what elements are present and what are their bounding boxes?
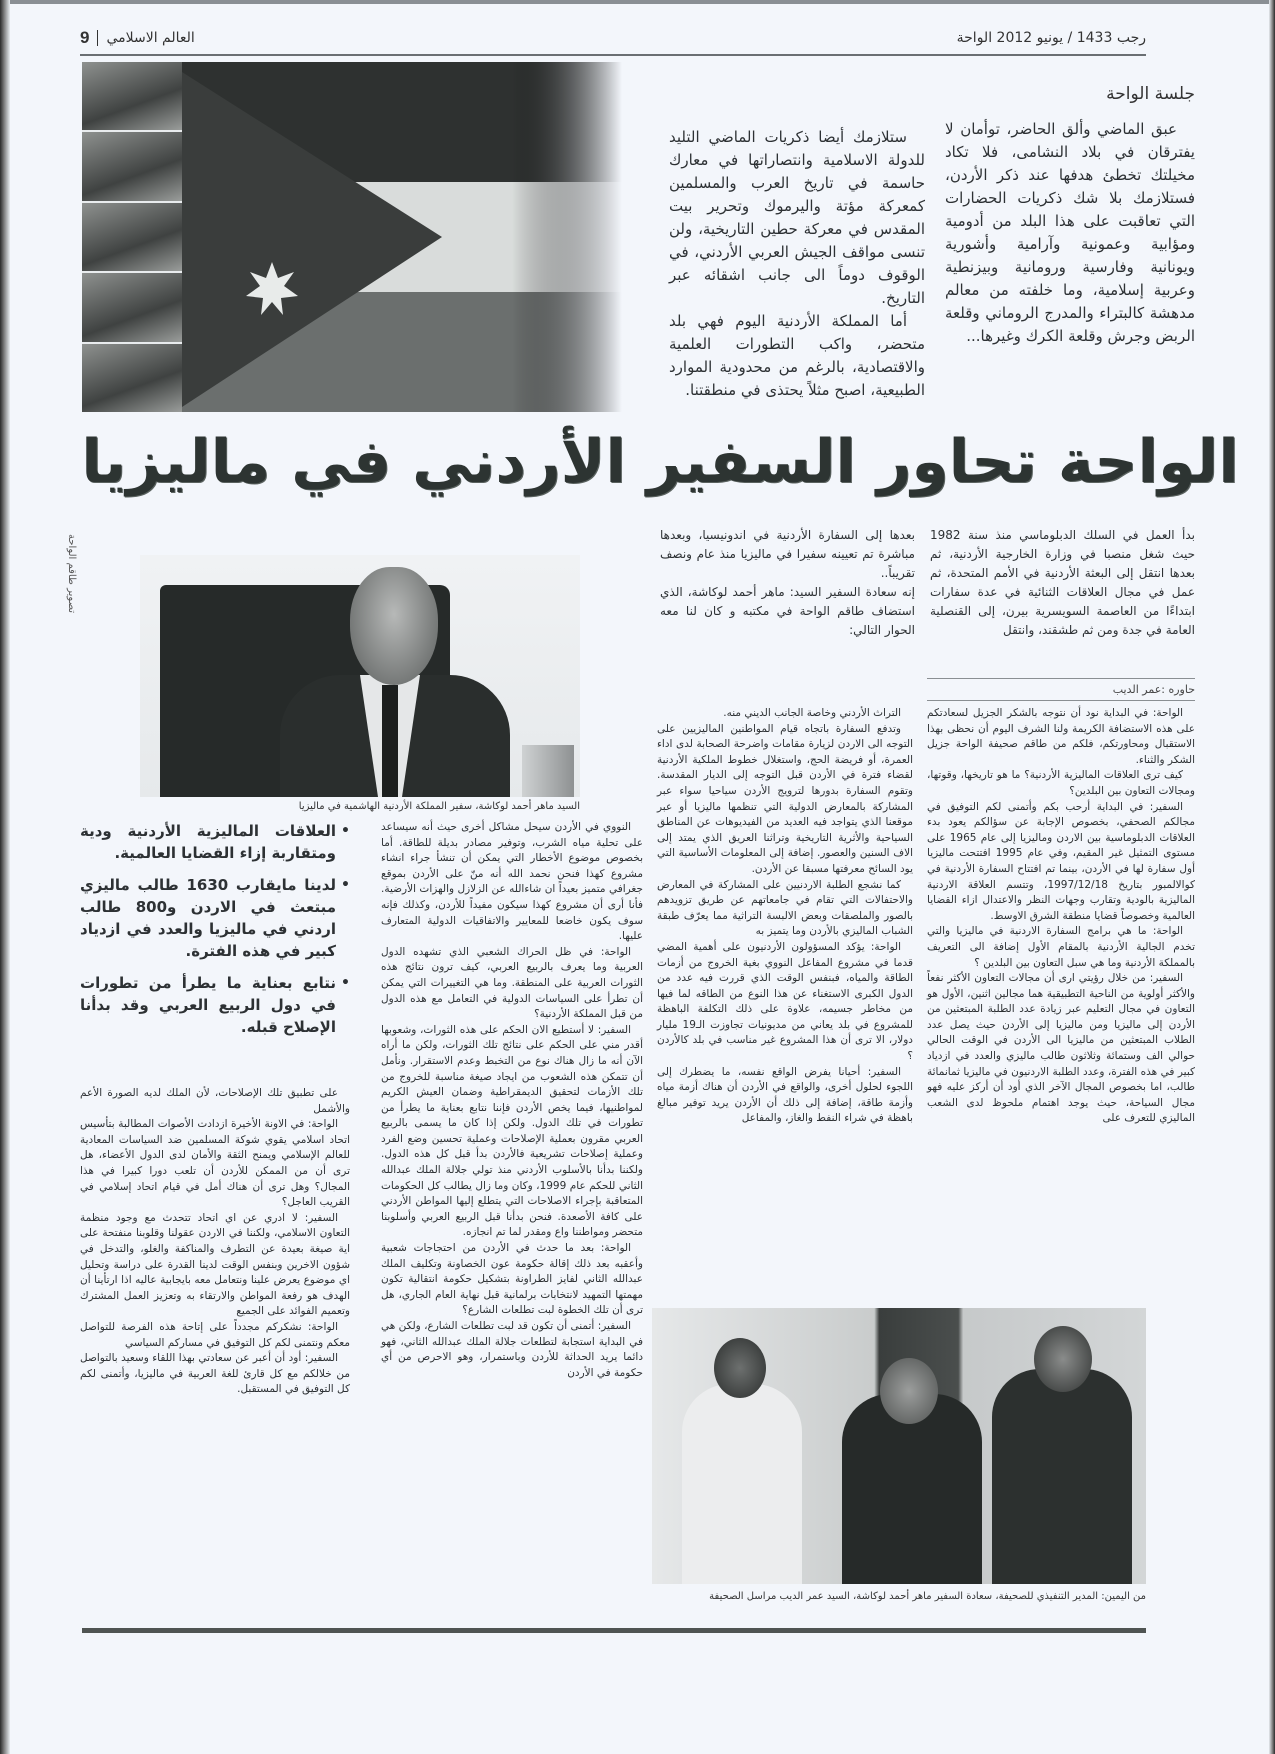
portrait-caption: السيد ماهر أحمد لوكاشة، سفير المملكة الأردنية الهاشمية في ماليزيا bbox=[298, 801, 580, 812]
highlight-item: • العلاقات الماليزية الأردنية ودية ومتقاربة إزاء القضايا العالمية. bbox=[80, 820, 336, 864]
highlights-box bbox=[80, 820, 350, 1048]
article-paragraph: السفير: أتمنى أن تكون قد لبت تطلعات الشارع، ولكن هي في البداية استجابة لتطلعات جلالة الملك عبدالله الثاني، فهو دائما يريد الحداثة للأردن وباستمرار، وهو الاحرص من أي حكومة في الأردن bbox=[381, 1320, 643, 1379]
lede-paragraph: بدأ العمل في السلك الدبلوماسي منذ سنة 1982 حيث شغل منصبا في وزارة الخارجية الأردنية، ثم بعدها انتقل إلى البعثة الأردنية في الأمم المتحدة، ثم عمل في مجال العلاقات الثنائية في عدة سفارات ابتداءًا من العاصمة السويسرية بيرن، إلى القنصلية العامة في جدة ومن ثم طشقند، وانتقل bbox=[930, 528, 1195, 637]
jordan-flag-collage-image bbox=[82, 62, 622, 412]
thumbnail-petra bbox=[82, 62, 182, 130]
tie bbox=[382, 685, 398, 797]
article-column-1 bbox=[927, 706, 1195, 1127]
group-photo-caption: من اليمين: المدير التنفيذي للصحيفة، سعادة السفير ماهر أحمد لوكاشة، السيد عمر الديب مراسل الصحيفة bbox=[709, 1591, 1146, 1602]
article-column-2 bbox=[657, 706, 913, 1127]
thumbnail-ruins bbox=[82, 273, 182, 341]
header-divider bbox=[97, 30, 98, 46]
article-paragraph: السفير: أود أن أعبر عن سعادتي بهذا اللقاء وسعيد بالتواصل من خلالكم مع كل قارئ للغة العربية في ماليزيا، وأتمنى لكم كل التوفيق في المستقبل. bbox=[80, 1352, 350, 1396]
article-column-3 bbox=[381, 820, 643, 1381]
page-number: 9 bbox=[80, 28, 90, 47]
article-paragraph: النووي في الأردن سيحل مشاكل أخرى حيث أنه سيساعد على تحلية مياه الشرب، وتوفير مصادر بديلة للطاقة. أما بخصوص موضوع الأخطار التي يمكن أن تنشأ جراء انشاء مشروع كهذا فنحن نحمد الله أنه منّ على الأردن بموقع جغرافي متميز بعيداً ان شاءالله عن الزلازل والهزات الأرضية. فأنا أرى أن مشروع كهذا سيكون مفيداً للأردن، وكذلك فإنه سوف يكون خاضعا للمعايير والاتفاقيات الدولية المتعارف عليها. bbox=[381, 821, 643, 943]
article-paragraph: السفير: من خلال رؤيتي ارى أن مجالات التعاون الأكثر نفعاً والأكثر أولوية من الناحية التطبيقية هما مجالين اثنين، الأول هو التعاون في مجال التعليم عبر زيادة عدد الطلبة المبتعثين من الأردن إلى ماليزيا ومن ماليزيا إلى الأردن حيث يصل عدد الطلاب المبتعثين من ماليزيا الى الأردن في الوقت الحالي حوالي الف وستمائة وثلاثون طالب ماليزي والعدد في ازدياد كبير في هذه الفترة، وعدد الطلبة الاردنيون في ماليزيا ثمانمائة طالب، اما بخصوص المجال الآخر الذي أود أن أركز عليه فهو مجال السياحة، حيث يوجد اهتمام ملحوظ لدى الشعب الماليزي للتعرف على bbox=[927, 972, 1195, 1125]
article-headline: الواحة تحاور السفير الأردني في ماليزيا bbox=[81, 427, 1239, 497]
ambassador-portrait-photo bbox=[140, 555, 580, 797]
scan-top-edge bbox=[0, 0, 1275, 4]
jordan-flag-icon bbox=[182, 62, 622, 412]
article-paragraph: كيف ترى العلاقات الماليزية الأردنية؟ ما هو تاريخها، وقوتها، ومجالات التعاون بين البلدين؟ bbox=[927, 769, 1195, 797]
person-right bbox=[992, 1369, 1132, 1584]
thumbnail-theatre bbox=[82, 203, 182, 271]
photo-credit: تصوير طاقم الواحة bbox=[66, 534, 77, 614]
issue-date: رجب 1433 / يونيو 2012 الواحة bbox=[956, 30, 1146, 46]
highlight-item: • لدينا مايقارب 1630 طالب ماليزي مبتعث في الاردن و800 طالب اردني في ماليزيا والعدد في ازدياد كبير في هذه الفترة. bbox=[80, 874, 336, 962]
person-left-head bbox=[714, 1338, 766, 1398]
lede-column-2 bbox=[660, 526, 915, 640]
lede-paragraph: إنه سعادة السفير السيد: ماهر أحمد لوكاشة، الذي استضاف طاقم الواحة في مكتبه و كان لنا معه الحوار التالي: bbox=[660, 585, 915, 637]
article-paragraph: الواحة: في البداية نود أن نتوجه بالشكر الجزيل لسعادتكم على هذه الاستضافة الكريمة ولنا الشرف اليوم أن نحظى بهذا الاستقبال ومحاورتكم، فلكم من طاقم صحيفة الواحة جزيل الشكر والثناء. bbox=[927, 707, 1195, 766]
footer-rule bbox=[82, 1628, 1146, 1633]
byline: حاوره :عمر الديب bbox=[1112, 683, 1195, 696]
byline-rule-top bbox=[927, 678, 1195, 679]
lede-column-1 bbox=[930, 526, 1195, 640]
lede-paragraph: بعدها إلى السفارة الأردنية في اندونيسيا، وبعدها مباشرة تم تعيينه سفيرا في ماليزيا منذ عام ونصف تقريباً.. bbox=[660, 528, 915, 580]
article-paragraph: الواحة: في الاونة الأخيرة ازدادت الأصوات المطالبة بتأسيس اتحاد اسلامي يقوي شوكة المسلمين ضد السياسات المعادية للعالم الإسلامي ويمنح الثقة والأمان لدى الدول الأعضاء، هل ترى أن من الممكن للأردن أن تلعب دورا كبيرا في هذا المجال؟ وهل ترى أن هناك أمل في قيام اتحاد إسلامي في القريب العاجل؟ bbox=[80, 1118, 350, 1209]
thumbnail-wadi-rum bbox=[82, 132, 182, 200]
byline-rule-bottom bbox=[927, 700, 1195, 701]
intro-column-1 bbox=[945, 118, 1195, 348]
article-paragraph: السفير: لا أستطيع الان الحكم على هذه الثورات، وشعوبها أقدر مني على الحكم على نتائج تلك الثورات، ولكن ما أراه الآن أنه ما زال هناك نوع من التخبط وعدم الاستقرار. ونأمل أن تتمكن هذه الشعوب من ايجاد صيغة مناسبة للخروج من تلك الأزمات لتحقيق الديمقراطية وضمان العيش الكريم لمواطنيها، فيما يخص الأردن فإننا نتابع بعناية ما يطرأ من تطورات في تلك الدول. ولكن إذا كان ما يسمى بالربيع العربي مقرون بعملية الإصلاحات وعملية تحسين وضع الفرد وعملية إصلاحات تشريعية فالأردن بدأ قبل كل هذه الدول. ولكننا بدأنا بالأسلوب الأردني منذ تولي جلالة الملك عبدالله الثاني للحكم عام 1999، وكان وما زال يطالب كل الحكومات المتعاقبة بإجراء الاصلاحات التي يتطلع إليها المواطن الأردني على كافة الأصعدة. فنحن بدأنا قبل الربيع العربي وأسلوبنا متحضر ومواطننا واع ومقدر لما تم انجازه. bbox=[381, 1023, 643, 1239]
person-center-head bbox=[880, 1358, 938, 1424]
section-kicker: جلسة الواحة bbox=[1106, 84, 1195, 104]
scan-right-edge bbox=[1269, 0, 1275, 1754]
section-name: العالم الاسلامي bbox=[106, 30, 195, 46]
thumbnail-tunnel bbox=[82, 344, 182, 412]
article-column-4 bbox=[80, 1086, 350, 1398]
article-paragraph: الواحة: نشكركم مجدداً على إتاحة هذه الفرصة للتواصل معكم ونتمنى لكم كل التوفيق في مساركم السياسي bbox=[80, 1320, 350, 1349]
article-paragraph: التراث الأردني وخاصة الجانب الديني منه. bbox=[723, 707, 901, 719]
highlight-item: • نتابع بعناية ما يطرأ من تطورات في دول الربيع العربي وقد بدأنا الإصلاح قبله. bbox=[80, 972, 336, 1038]
article-paragraph: الواحة: بعد ما حدث في الأردن من احتجاجات شعبية وأعقبه بعد ذلك إقالة حكومة عون الخصاونة وتكليف الملك عبدالله الثاني لفايز الطراونة بتشكيل حكومة انتقالية تكون مهمتها التمهيد لانتخابات برلمانية قبل نهاية العام الجاري، هل ترى أن تلك الخطوة لبت تطلعات الشارع؟ bbox=[381, 1242, 643, 1317]
article-paragraph: السفير: لا ادري عن اي اتحاد تتحدث مع وجود منظمة التعاون الاسلامي، ولكننا في الاردن عقولنا وقلوبنا منفتحة على اية صيغة بعيدة عن التطرف والمناكفة والغلو، والتدخل في شؤون الاخرين وبنفس الوقت لدينا القدرة على دراسة وتحليل اي موضوع يعرض علينا ونتعامل معه بايجابية عاليه اذا ارتأينا أن الهدف هو رفعة المواطن والارتقاء به وتعزيز العمل المشترك وتعميم الفوائد على الجميع bbox=[80, 1211, 350, 1318]
person-left bbox=[682, 1384, 802, 1584]
intro-paragraph: عبق الماضي وألق الحاضر، توأمان لا يفترقان في بلاد النشامى، فلا تكاد مخيلتك تخطئ هدفها عند ذكر الأردن، فستلازمك بلا شك ذكريات الحضارات التي تعاقبت على هذا البلد من أدومية ومؤابية وعمونية وآرامية وأشورية ويونانية وفارسية ورومانية وبيزنطية وعربية إسلامية، وما خلفته من معالم مدهشة كالبتراء والمدرج الروماني وقلعة الربض وجرش وقلعة الكرك وغيرها... bbox=[945, 120, 1195, 345]
head bbox=[350, 567, 438, 685]
scan-left-edge bbox=[0, 0, 10, 1754]
page-header bbox=[80, 28, 1146, 56]
article-paragraph: وتدفع السفارة باتجاه قيام المواطنين الماليزيين على التوجه الى الاردن لزيارة مقامات واضرحة الصحابة لدى اداء العمرة، أو فريضة الحج، واستغلال خطوط الملكية الأردنية لقضاء فترة في الأردن قبل التوجه إلى الديار المقدسة. وتقوم السفارة بدورها لترويج الأردن سياحيا سواء عبر المشاركة بالمعارض الدولية التي تنظمها ماليزيا أو عبر موقعنا الذي يتواجد فيه العديد من الفيديوهات عن المناطق السياحية والأثرية التاريخية وتراثنا العريق الذي يمتد إلى الاف السنين والعصور. إضافة إلى المعلومات الأساسية التي يود السائح معرفتها مسبقا عن الأردن. bbox=[657, 722, 913, 875]
landmark-thumbnails bbox=[82, 62, 182, 412]
intro-paragraph: أما المملكة الأردنية اليوم فهي بلد متحضر، واكب التطورات العلمية والاقتصادية، بالرغم من محدودية الموارد الطبيعية، اصبح مثلاً يحتذى في منطقتنا. bbox=[669, 312, 925, 399]
article-paragraph: الواحة: يؤكد المسؤولون الأردنيون على أهمية المضي قدما في مشروع المفاعل النووي بغية الخروج من أزمات الطاقة والمياه، فبنفس الوقت الذي قررت فيه عدد من الدول الكبرى الاستغناء عن هذا النوع من الطاقه لما فيها من مخاطر جسيمه، علاوة على ذلك التكلفة الباهظة للمشروع في بلد يعاني من مديونيات تجاوزت الـ19 مليار دولار، الا ترى أن هذا المشروع غير مناسب في بلد كالأردن ؟ bbox=[657, 940, 913, 1063]
article-paragraph: الواحة: في ظل الحراك الشعبي الذي تشهده الدول العربية وما يعرف بالربيع العربي، كيف ترون نتائج هذه الثورات العربية على المنطقة. وما هي التغييرات التي يمكن أن تطرأ على السياسات الدولية في التعامل مع هذه الدول من قبل المملكة الأردنية؟ bbox=[381, 945, 643, 1021]
intro-column-2 bbox=[669, 126, 925, 402]
article-paragraph: السفير: أحيانا يفرض الواقع نفسه، ما يضطرك إلى اللجوء لحلول أخرى، والواقع في الأردن أن هناك أزمة مياه وأزمة طاقة، إضافة إلى ذلك أن الأردن يريد توفير مبالغ باهظة في شراء النفط والغاز، والمفاعل bbox=[657, 1065, 913, 1125]
person-right-head bbox=[1034, 1326, 1092, 1392]
article-paragraph: الواحة: ما هي برامج السفارة الاردنية في ماليزيا والتي تخدم الجالية الأردنية بالمقام الأول إضافة الى التعريف بالمملكة الأردنية وما هي سبل التعاون بين البلدين ؟ bbox=[927, 925, 1195, 969]
group-photo bbox=[652, 1308, 1146, 1584]
section-label-group bbox=[80, 28, 195, 48]
article-paragraph: السفير: في البداية أرحب بكم وأتمنى لكم التوفيق في مجالكم الصحفي، بخصوص الإجابة عن سؤالكم يعود بدء العلاقات الدبلوماسية بين الاردن وماليزيا إلى عام 1965 على مستوى التمثيل غير المقيم، وفي عام 1995 افتتحت ماليزيا أول سفارة لها في الأردن، بينما تم افتتاح السفارة الأردنية في كوالالمبور بتاريخ 1997/12/18، وتتسم العلاقة الاردنية الماليزية بالودية وتقارب وجهات النظر والاعتدال ازاء القضايا العالمية وخصوصاً قضايا منطقة الشرق الاوسط. bbox=[927, 800, 1195, 922]
desk-items bbox=[522, 745, 574, 797]
article-paragraph: على تطبيق تلك الإصلاحات، لأن الملك لديه الصورة الأعم والأشمل bbox=[80, 1087, 350, 1115]
intro-paragraph: ستلازمك أيضا ذكريات الماضي التليد للدولة الاسلامية وانتصاراتها في معارك حاسمة في تاريخ العرب والمسلمين كمعركة مؤتة واليرموك وتحرير بيت المقدس في معركة حطين التاريخية، ولن تنسى مواقف الجيش العربي الأردني، في الوقوف دوماً الى جانب اشقائه عبر التاريخ. bbox=[669, 128, 925, 307]
article-paragraph: كما نشجع الطلبة الاردنيين على المشاركة في المعارض والاحتفالات التي تقام في جامعاتهم عن طريق تزويدهم بالصور والملصقات وبعض الالبسة التراثية مما يعرّف طبقة الشباب الماليزي بالأردن وما يتميز به bbox=[657, 878, 913, 938]
